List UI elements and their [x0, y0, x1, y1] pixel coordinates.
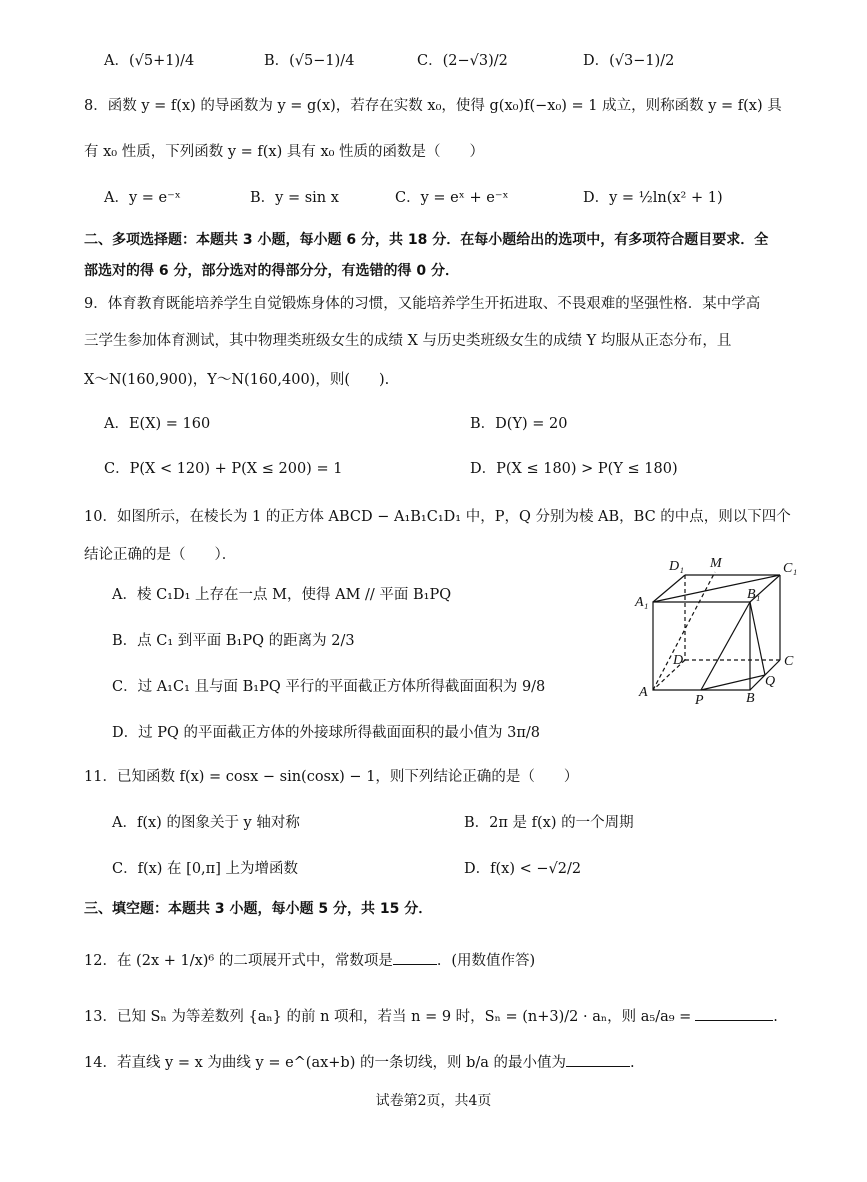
q7-option-b: B．(√5−1)/4 [264, 53, 355, 69]
q14 [84, 1052, 635, 1074]
q8-option-c: C．y = eˣ + e⁻ˣ [395, 190, 509, 206]
segment-am-hidden [653, 572, 715, 690]
q12 [84, 950, 535, 972]
q13 [84, 1006, 778, 1028]
q8-option-a: A．y = e⁻ˣ [104, 190, 181, 206]
label-b: B [746, 691, 755, 706]
page-footer: 试卷第2页，共4页 [375, 1093, 492, 1109]
q10-stem-line1: 10．如图所示，在棱长为 1 的正方体 ABCD − A₁B₁C₁D₁ 中，P，Q 分别为棱 AB，BC 的中点，则以下四个 [84, 509, 791, 525]
q10-option-a: A．棱 C₁D₁ 上存在一点 M，使得 AM // 平面 B₁PQ [112, 587, 452, 603]
label-d: D [673, 653, 684, 668]
segment-b1q [750, 602, 765, 675]
q9-option-c: C．P(X < 120) + P(X ≤ 200) = 1 [104, 461, 343, 477]
q9-option-a: A．E(X) = 160 [104, 416, 211, 432]
segment-pq [701, 675, 765, 690]
q9-stem-line3: X～N(160,900)，Y～N(160,400)，则( ). [84, 372, 390, 388]
q7-option-c: C．(2−√3)/2 [417, 53, 508, 69]
q9-option-d: D．P(X ≤ 180) > P(Y ≤ 180) [470, 461, 678, 477]
q7-option-d: D．(√3−1)/2 [583, 53, 675, 69]
label-p: P [695, 693, 704, 708]
q7-option-a: A．(√5+1)/4 [104, 53, 195, 69]
q8-stem-line1: 8．函数 y = f(x) 的导函数为 y = g(x)，若存在实数 x₀，使得 g(x₀)f(−x₀) = 1 成立，则称函数 y = f(x) 具 [84, 98, 782, 114]
q10-option-c: C．过 A₁C₁ 且与面 B₁PQ 平行的平面截正方体所得截面面积为 9/8 [112, 679, 546, 695]
label-m: M [710, 556, 722, 571]
segment-b1p [701, 602, 750, 690]
q11-option-c: C．f(x) 在 [0,π] 上为增函数 [112, 861, 298, 877]
q14-answer-blank[interactable] [566, 1052, 630, 1067]
label-b1: B₁ [747, 587, 761, 602]
q14-text: 14．若直线 y = x 为曲线 y = e^(ax+b) 的一条切线，则 b/a 的最小值为 [84, 1055, 567, 1071]
label-a1: A₁ [635, 595, 649, 610]
q13-text-after: . [773, 1009, 778, 1025]
q10-option-b: B．点 C₁ 到平面 B₁PQ 的距离为 2/3 [112, 633, 355, 649]
q10-option-d: D．过 PQ 的平面截正方体的外接球所得截面面积的最小值为 3π/8 [112, 725, 540, 741]
label-a: A [639, 685, 648, 700]
q8-option-b: B．y = sin x [250, 190, 339, 206]
label-c1: C₁ [783, 561, 798, 576]
q11-stem: 11．已知函数 f(x) = cosx − sin(cosx) − 1，则下列结论正确的是（ ） [84, 769, 579, 785]
q13-text: 13．已知 Sₙ 为等差数列 {aₙ} 的前 n 项和，若当 n = 9 时，Sₙ = (n+3)/2 · aₙ，则 a₅/a₉ = [84, 1009, 692, 1025]
diag-a1c1 [653, 575, 780, 602]
cube-figure [625, 552, 815, 712]
label-q: Q [765, 674, 776, 689]
q9-option-b: B．D(Y) = 20 [470, 416, 568, 432]
q12-text-after: ．(用数值作答) [436, 953, 536, 969]
q11-option-d: D．f(x) < −√2/2 [464, 861, 582, 877]
section2-heading-line2: 部选对的得 6 分，部分选对的得部分分，有选错的得 0 分． [84, 263, 459, 279]
q13-answer-blank[interactable] [695, 1006, 773, 1021]
q11-option-a: A．f(x) 的图象关于 y 轴对称 [112, 815, 300, 831]
q9-stem-line2: 三学生参加体育测试，其中物理类班级女生的成绩 X 与历史类班级女生的成绩 Y 均服从正态分布，且 [84, 333, 732, 349]
edge-a1d1 [653, 575, 685, 602]
q12-answer-blank[interactable] [393, 950, 437, 965]
q9-stem-line1: 9．体育教育既能培养学生自觉锻炼身体的习惯，又能培养学生开拓进取、不畏艰难的坚强性格．某中学高 [84, 296, 761, 312]
section3-heading: 三、填空题：本题共 3 小题，每小题 5 分，共 15 分． [84, 901, 433, 917]
q14-text-after: . [630, 1055, 635, 1071]
label-c: C [784, 654, 794, 669]
label-d1: D₁ [669, 559, 684, 574]
q8-option-d: D．y = ½ln(x² + 1) [583, 190, 723, 206]
q12-text: 12．在 (2x + 1/x)⁶ 的二项展开式中，常数项是 [84, 953, 393, 969]
q10-stem-line2: 结论正确的是（ ）． [84, 547, 237, 563]
section2-heading-line1: 二、多项选择题：本题共 3 小题，每小题 6 分，共 18 分．在每小题给出的选项中，有多项符合题目要求．全 [84, 232, 769, 248]
q11-option-b: B．2π 是 f(x) 的一个周期 [464, 815, 634, 831]
q8-stem-line2: 有 x₀ 性质，下列函数 y = f(x) 具有 x₀ 性质的函数是（ ） [84, 144, 485, 160]
